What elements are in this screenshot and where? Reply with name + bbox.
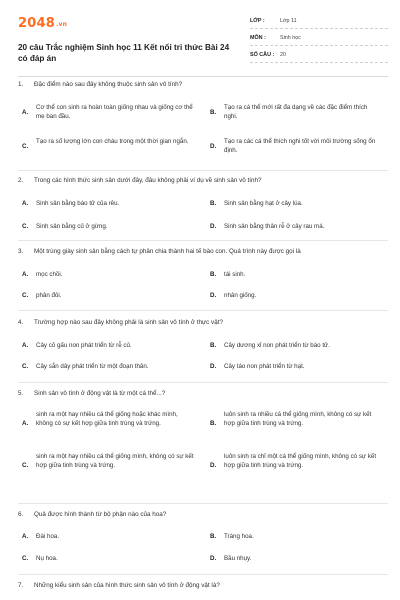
option-text: Sinh sản bằng hạt ở cây lúa. [224, 200, 303, 207]
logo-text: 2048 [18, 16, 55, 31]
option-letter: A. [22, 420, 29, 427]
question-stem [18, 389, 388, 398]
option-text: Cây dương xỉ non phát triển từ bào tử. [224, 342, 330, 349]
question-divider [18, 503, 388, 504]
document-header [18, 14, 388, 72]
option-text: Đài hoa. [36, 533, 60, 540]
option-letter: A. [22, 533, 29, 540]
option-text: Sinh sản bằng bào tử của rêu. [36, 200, 120, 207]
question-text: Đặc điểm nào sau đây không thuộc sinh sản vô tính? [34, 81, 183, 88]
option-letter: A. [22, 109, 29, 116]
option-letter: C. [22, 555, 29, 562]
option-text: Cây táo non phát triển từ hạt. [224, 363, 305, 370]
meta-row-subject [250, 31, 388, 46]
meta-key: SỐ CÂU : [250, 52, 275, 58]
question-divider [18, 310, 388, 311]
meta-info [250, 14, 388, 65]
question-number: 3. [18, 248, 24, 255]
question-text: Quả được hình thành từ bộ phận nào của hoa? [34, 511, 167, 518]
option-text: luôn sinh ra chỉ một cá thể giống mình, không có sự kết hợp giữa tinh trùng và trứng. [224, 453, 377, 469]
meta-row-class [250, 14, 388, 29]
question-stem [18, 247, 388, 256]
question-text: Những kiểu sinh sản của hình thức sinh sản vô tính ở động vật là? [34, 582, 220, 589]
option-text: nhân giống. [224, 292, 257, 299]
option-text: Cây cỏ gấu non phát triển từ rễ củ. [36, 342, 132, 349]
option-text: mọc chồi. [36, 271, 63, 278]
question-number: 4. [18, 319, 24, 326]
option-letter: C. [22, 292, 29, 299]
question-number: 6. [18, 511, 24, 518]
option-letter: C. [22, 223, 29, 230]
question-stem [18, 318, 388, 327]
option-letter: B. [210, 109, 217, 116]
option-text: tái sinh. [224, 271, 246, 278]
option-letter: D. [210, 363, 217, 370]
option-text: Cơ thể con sinh ra hoàn toàn giống nhau và giống cơ thể mẹ ban đầu. [36, 104, 193, 120]
question-number: 7. [18, 582, 24, 589]
question-stem [18, 581, 388, 590]
meta-value: 20 [280, 52, 286, 58]
page-title: 20 câu Trắc nghiệm Sinh học 11 Kết nối tri thức Bài 24 có đáp án [18, 43, 230, 63]
question-number: 2. [18, 177, 24, 184]
option-text: Tạo ra các cá thể thích nghi tốt với môi trường sống ổn định. [224, 138, 376, 154]
question-stem [18, 176, 388, 185]
option-letter: B. [210, 200, 217, 207]
question-number: 1. [18, 81, 24, 88]
site-logo[interactable] [18, 16, 67, 31]
logo-suffix: .vn [55, 21, 68, 28]
option-letter: D. [210, 462, 217, 469]
question-divider [18, 574, 388, 575]
meta-value: Lớp 11 [280, 18, 297, 24]
option-text: sinh ra một hay nhiều cá thể giống hoặc khác mình, không có sự kết hợp giữa tinh trùng và trứng. [36, 411, 178, 427]
option-letter: C. [22, 143, 29, 150]
option-text: luôn sinh ra nhiều cá thể giống mình, không có sự kết hợp giữa tinh trùng và trứng. [224, 411, 372, 427]
option-letter: C. [22, 363, 29, 370]
question-number: 5. [18, 390, 24, 397]
option-text: Sinh sản bằng củ ở gừng. [36, 223, 108, 230]
option-letter: C. [22, 462, 29, 469]
question-text: Sinh sản vô tính ở động vật là từ một cá thể...? [34, 390, 166, 397]
option-text: Tạo ra cá thể mới rất đa dạng về các đặc điểm thích nghi. [224, 104, 368, 120]
option-letter: B. [210, 271, 217, 278]
question-text: Trong các hình thức sinh sản dưới đây, đâu không phải ví dụ về sinh sản vô tính? [34, 177, 262, 184]
meta-row-count [250, 48, 388, 63]
option-text: Tạo ra số lượng lớn con cháu trong một thời gian ngắn. [36, 138, 189, 145]
option-text: sinh ra một hay nhiều cá thể giống mình, không có sự kết hợp giữa tinh trùng và trứng. [36, 453, 194, 469]
question-divider [18, 382, 388, 383]
option-text: Sinh sản bằng thân rễ ở cây rau má. [224, 223, 325, 230]
option-letter: A. [22, 342, 29, 349]
option-letter: D. [210, 223, 217, 230]
meta-key: MÔN : [250, 35, 266, 41]
option-letter: B. [210, 533, 217, 540]
question-text: Một trùng giày sinh sản bằng cách tự phân chia thành hai tế bào con. Quá trình này được gọi là [34, 248, 301, 255]
header-divider [18, 76, 388, 77]
option-letter: D. [210, 143, 217, 150]
option-letter: B. [210, 342, 217, 349]
option-text: Tràng hoa. [224, 533, 254, 540]
question-stem [18, 510, 388, 519]
question-text: Trường hợp nào sau đây không phải là sinh sản vô tính ở thực vật? [34, 319, 223, 326]
meta-key: LỚP : [250, 18, 265, 24]
question-divider [18, 170, 388, 171]
option-letter: A. [22, 200, 29, 207]
meta-value: Sinh học [280, 35, 301, 41]
question-divider [18, 240, 388, 241]
option-letter: D. [210, 555, 217, 562]
option-letter: B. [210, 420, 217, 427]
question-stem [18, 80, 388, 89]
option-text: Nụ hoa. [36, 555, 58, 562]
option-text: Bầu nhụy. [224, 555, 252, 562]
option-text: Cây sắn dây phát triển từ một đoạn thân. [36, 363, 149, 370]
option-text: phân đôi. [36, 292, 62, 299]
option-letter: A. [22, 271, 29, 278]
option-letter: D. [210, 292, 217, 299]
